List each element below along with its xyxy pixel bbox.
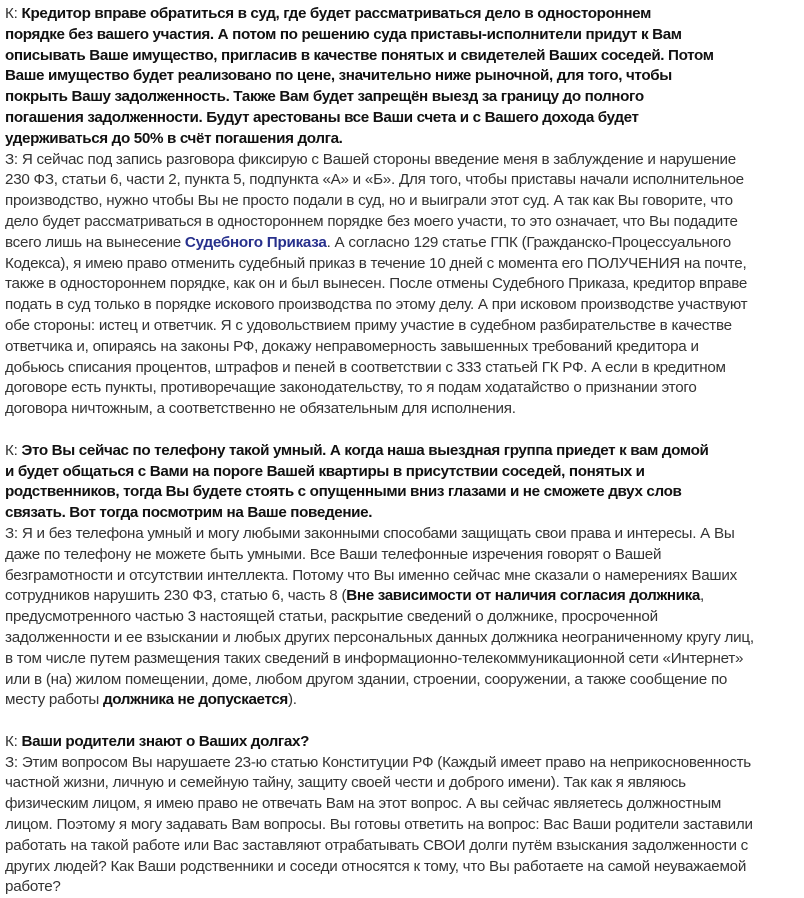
text-line bbox=[5, 649, 804, 670]
text-line bbox=[5, 191, 804, 212]
text-line bbox=[5, 607, 804, 628]
text-line bbox=[5, 462, 804, 483]
response-text: лицом. Поэтому я могу задавать Вам вопросы. Вы готовы ответить на вопрос: Вас Ваши родители заставили bbox=[5, 816, 753, 834]
text-line bbox=[5, 87, 804, 108]
response-text: Кодекса), я имею право отменить судебный приказ в течение 10 дней с момента его ПОЛУЧЕНИЯ на почте, bbox=[5, 254, 747, 272]
response-text: подать в суд только в порядке искового производства по этому делу. А при исковом производстве участвуют bbox=[5, 296, 748, 314]
text-line bbox=[5, 108, 804, 129]
text-line bbox=[5, 295, 804, 316]
response-text: , bbox=[700, 587, 705, 605]
response-text: договоре есть пункты, противоречащие законодательству, то я подам ходатайство о признании этого bbox=[5, 379, 697, 397]
response-text: ответчика и, опираясь на законы РФ, докажу неправомерность завышенных требований кредитора и bbox=[5, 337, 699, 355]
collector-statement-text: Вне зависимости от наличия согласия должника bbox=[346, 587, 701, 605]
text-line bbox=[5, 794, 804, 815]
text-line bbox=[5, 4, 804, 25]
text-line bbox=[5, 503, 804, 524]
response-text: З: Этим вопросом Вы нарушаете 23-ю статью Конституции РФ (Каждый имеет право на неприкосновенность bbox=[5, 753, 751, 771]
text-line bbox=[5, 25, 804, 46]
response-text: З: Я и без телефона умный и могу любыми законными способами защищать свои права и интересы. А Вы bbox=[5, 524, 735, 542]
response-text: всего лишь на вынесение bbox=[5, 233, 185, 251]
response-text: работать на такой работе или Вас заставляют отрабатывать СВОИ долги путём взыскания задолженности с bbox=[5, 836, 748, 854]
response-text: даже по телефону не можете быть умными. Все Ваши телефонные изречения говорят о Вашей bbox=[5, 545, 662, 563]
text-line bbox=[5, 66, 804, 87]
dialogue-block bbox=[5, 441, 804, 711]
text-line bbox=[5, 773, 804, 794]
collector-statement-text: погашения задолженности. Будут арестованы все Ваши счета и с Вашего дохода будет bbox=[5, 108, 639, 126]
dialogue-block bbox=[5, 732, 804, 898]
text-line bbox=[5, 545, 804, 566]
response-text: обе стороны: истец и ответчик. Я с удовольствием приму участие в судебном разбирательстве в качестве bbox=[5, 316, 732, 334]
text-line bbox=[5, 441, 804, 462]
collector-statement-text: связать. Вот тогда посмотрим на Ваше поведение. bbox=[5, 504, 373, 522]
text-line bbox=[5, 337, 804, 358]
response-text: работе? bbox=[5, 878, 61, 896]
response-text: месту работы bbox=[5, 691, 103, 709]
text-line bbox=[5, 586, 804, 607]
collector-statement-text: Ваши родители знают о Ваших долгах? bbox=[21, 732, 310, 750]
text-line bbox=[5, 753, 804, 774]
text-line bbox=[5, 150, 804, 171]
response-text: договора ничтожным, а соответственно не обязательным для исполнения. bbox=[5, 400, 516, 418]
response-text: физическим лицом, я имею право не отвечать Вам на этот вопрос. А вы сейчас являетесь должностным bbox=[5, 795, 722, 813]
collector-statement-text: и будет общаться с Вами на пороге Вашей квартиры в присутствии соседей, понятых и bbox=[5, 462, 645, 480]
response-text: предусмотренного частью 3 настоящей статьи, раскрытие сведений о должнике, просроченной bbox=[5, 608, 658, 626]
response-text: безграмотности и отсутствии интеллекта. Потому что Вы именно сейчас мне сказали о намерениях Ваших bbox=[5, 566, 737, 584]
speaker-label: К: bbox=[5, 5, 22, 22]
collector-statement-text: родственников, тогда Вы будете стоять с опущенными вниз глазами и не сможете двух слов bbox=[5, 483, 682, 501]
text-line bbox=[5, 378, 804, 399]
text-line bbox=[5, 482, 804, 503]
text-line bbox=[5, 690, 804, 711]
text-line bbox=[5, 628, 804, 649]
collector-statement-text: Это Вы сейчас по телефону такой умный. А когда наша выездная группа приедет к вам домой bbox=[21, 441, 709, 459]
text-line bbox=[5, 732, 804, 753]
collector-statement-text: Ваше имущество будет реализовано по цене, значительно ниже рыночной, для того, чтобы bbox=[5, 67, 672, 85]
response-text: добьюсь списания процентов, штрафов и пеней в соответствии с 333 статьей ГК РФ. А если в кредитном bbox=[5, 358, 726, 376]
response-text: также в одностороннем порядке, как он и был вынесен. После отмены Судебного Приказа, кредитор вправе bbox=[5, 275, 748, 293]
collector-statement-text: Кредитор вправе обратиться в суд, где будет рассматриваться дело в одностороннем bbox=[21, 5, 651, 22]
text-line bbox=[5, 170, 804, 191]
text-line bbox=[5, 524, 804, 545]
speaker-label: К: bbox=[5, 732, 22, 750]
text-line bbox=[5, 212, 804, 233]
response-text: частной жизни, личную и семейную тайну, защиту своей чести и доброго имени). Так как я являюсь bbox=[5, 774, 686, 792]
response-text: сотрудников нарушить 230 ФЗ, статью 6, часть 8 ( bbox=[5, 587, 347, 605]
response-text: 230 ФЗ, статьи 6, части 2, пункта 5, подпункта «А» и «Б». Для того, чтобы приставы начали исполнительное bbox=[5, 171, 744, 189]
text-line bbox=[5, 670, 804, 691]
response-text: З: Я сейчас под запись разговора фиксирую с Вашей стороны введение меня в заблуждение и нарушение bbox=[5, 150, 736, 168]
text-line bbox=[5, 815, 804, 836]
text-line bbox=[5, 46, 804, 67]
text-line bbox=[5, 316, 804, 337]
text-line bbox=[5, 274, 804, 295]
collector-statement-text: должника не допускается bbox=[102, 691, 288, 709]
response-text: . А согласно 129 статье ГПК (Гражданско-Процессуального bbox=[326, 233, 732, 251]
collector-statement-text: порядке без вашего участия. А потом по решению суда приставы-исполнители придут к Вам bbox=[5, 25, 682, 43]
collector-statement-text: покрыть Вашу задолженность. Также Вам будет запрещён выезд за границу до полного bbox=[5, 88, 644, 106]
block-spacer bbox=[5, 420, 804, 441]
text-line bbox=[5, 233, 804, 254]
collector-statement-text: описывать Ваше имущество, пригласив в качестве понятых и свидетелей Ваших соседей. Потом bbox=[5, 46, 714, 64]
response-text: ). bbox=[287, 691, 297, 709]
text-line bbox=[5, 399, 804, 420]
response-text: других людей? Как Ваши родственники и соседи относятся к тому, что Вы работаете на самой неуважаемой bbox=[5, 857, 747, 875]
dialogue-block bbox=[5, 4, 804, 420]
response-text: или в (на) жилом помещении, доме, любом другом здании, строении, сооружении, а также сообщение по bbox=[5, 670, 728, 688]
text-line bbox=[5, 566, 804, 587]
text-line bbox=[5, 836, 804, 857]
response-text: дело будет рассматриваться в одностороннем порядке без моего участи, то это означает, что Вы подадите bbox=[5, 212, 738, 230]
text-line bbox=[5, 254, 804, 275]
response-text: задолженности и ее взыскании и любых других персональных данных должника неограниченному кругу лиц, bbox=[5, 628, 754, 646]
text-line bbox=[5, 129, 804, 150]
court-order-link[interactable]: Судебного Приказа bbox=[184, 233, 327, 251]
response-text: в том числе путем размещения таких сведений в информационно-телекоммуникационной сети «Интернет» bbox=[5, 649, 744, 667]
dialogue-blocks bbox=[5, 4, 804, 898]
block-spacer bbox=[5, 711, 804, 732]
text-line bbox=[5, 358, 804, 379]
collector-statement-text: удерживаться до 50% в счёт погашения долга. bbox=[5, 129, 343, 147]
text-line bbox=[5, 857, 804, 878]
response-text: производство, нужно чтобы Вы не просто подали в суд, но и выиграли этот суд. А так как Вы говорите, что bbox=[5, 192, 733, 210]
speaker-label: К: bbox=[5, 441, 22, 459]
